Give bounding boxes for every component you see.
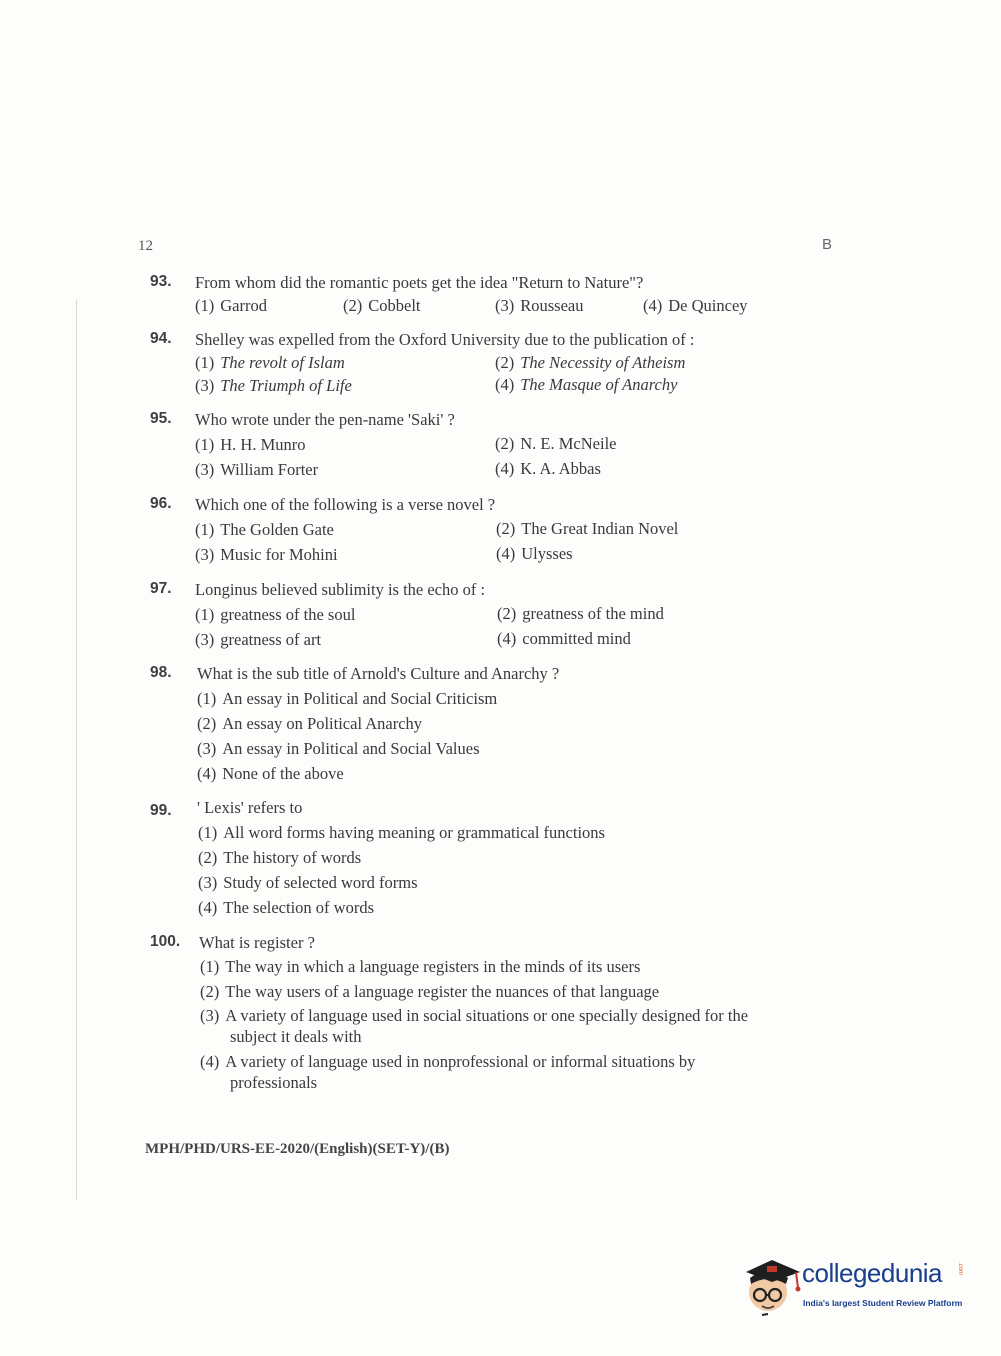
option-4: (4) committed mind [497, 629, 631, 648]
option-4: (4) Ulysses [496, 544, 573, 563]
question-number: 96. [150, 495, 172, 512]
question-number: 94. [150, 330, 172, 347]
option-3: (3) An essay in Political and Social Values [197, 739, 480, 758]
option-4: (4) A variety of language used in nonprofessional or informal situations by professionals [200, 1052, 696, 1092]
question-number: 100. [150, 933, 181, 950]
paper-code-footer: MPH/PHD/URS-EE-2020/(English)(SET-Y)/(B) [145, 1141, 450, 1157]
option-2: (2) The history of words [198, 848, 362, 867]
question-number: 99. [150, 802, 172, 819]
option-1: (1) Garrod [195, 296, 267, 315]
option-2: (2) The way users of a language register the nuances of that language [200, 982, 660, 1001]
question-text: Which one of the following is a verse novel ? [195, 495, 496, 514]
option-3: (3) Study of selected word forms [198, 873, 418, 892]
question-number: 93. [150, 273, 172, 290]
question-number: 95. [150, 410, 172, 427]
option-4: (4) None of the above [197, 764, 344, 783]
question-text: What is register ? [199, 933, 315, 952]
option-3: (3) Music for Mohini [195, 545, 338, 564]
option-4: (4) K. A. Abbas [495, 459, 601, 478]
brand-tagline: India's largest Student Review Platform [803, 1298, 963, 1308]
option-3: (3) A variety of language used in social situations or one specially designed for the subject it deals with [200, 1006, 749, 1046]
question-number: 98. [150, 664, 172, 681]
question-text: What is the sub title of Arnold's Culture and Anarchy ? [197, 664, 560, 683]
brand-domain: .com [957, 1262, 963, 1276]
option-1: (1) H. H. Munro [195, 435, 306, 454]
option-3: (3) Rousseau [495, 296, 584, 315]
option-2: (2) Cobbelt [343, 296, 421, 315]
question-text: Shelley was expelled from the Oxford University due to the publication of : [195, 330, 695, 349]
collegedunia-watermark [742, 1252, 968, 1318]
option-4: (4) The Masque of Anarchy [495, 375, 678, 394]
option-1: (1) greatness of the soul [195, 605, 356, 624]
page-number: 12 [138, 238, 153, 254]
margin-line [76, 300, 77, 1200]
option-4: (4) The selection of words [198, 898, 374, 917]
question-text: ' Lexis' refers to [197, 798, 303, 817]
option-3: (3) The Triumph of Life [195, 376, 352, 395]
option-1: (1) An essay in Political and Social Criticism [197, 689, 498, 708]
brand-name: collegedunia [802, 1258, 943, 1288]
question-text: Longinus believed sublimity is the echo of : [195, 580, 486, 599]
option-1: (1) All word forms having meaning or grammatical functions [198, 823, 605, 842]
option-2: (2) The Necessity of Atheism [495, 353, 686, 372]
option-1: (1) The Golden Gate [195, 520, 334, 539]
mascot-graduate-icon [742, 1252, 804, 1318]
option-2: (2) N. E. McNeile [495, 434, 617, 453]
option-3: (3) William Forter [195, 460, 319, 479]
question-number: 97. [150, 580, 172, 597]
option-1: (1) The revolt of Islam [195, 353, 345, 372]
set-letter: B [822, 236, 833, 253]
option-4: (4) De Quincey [643, 296, 748, 315]
option-2: (2) An essay on Political Anarchy [197, 714, 423, 733]
option-2: (2) greatness of the mind [497, 604, 664, 623]
option-3: (3) greatness of art [195, 630, 322, 649]
option-1: (1) The way in which a language registers in the minds of its users [200, 957, 641, 976]
option-2: (2) The Great Indian Novel [496, 519, 679, 538]
question-text: Who wrote under the pen-name 'Saki' ? [195, 410, 455, 429]
question-text: From whom did the romantic poets get the idea "Return to Nature"? [195, 273, 644, 292]
